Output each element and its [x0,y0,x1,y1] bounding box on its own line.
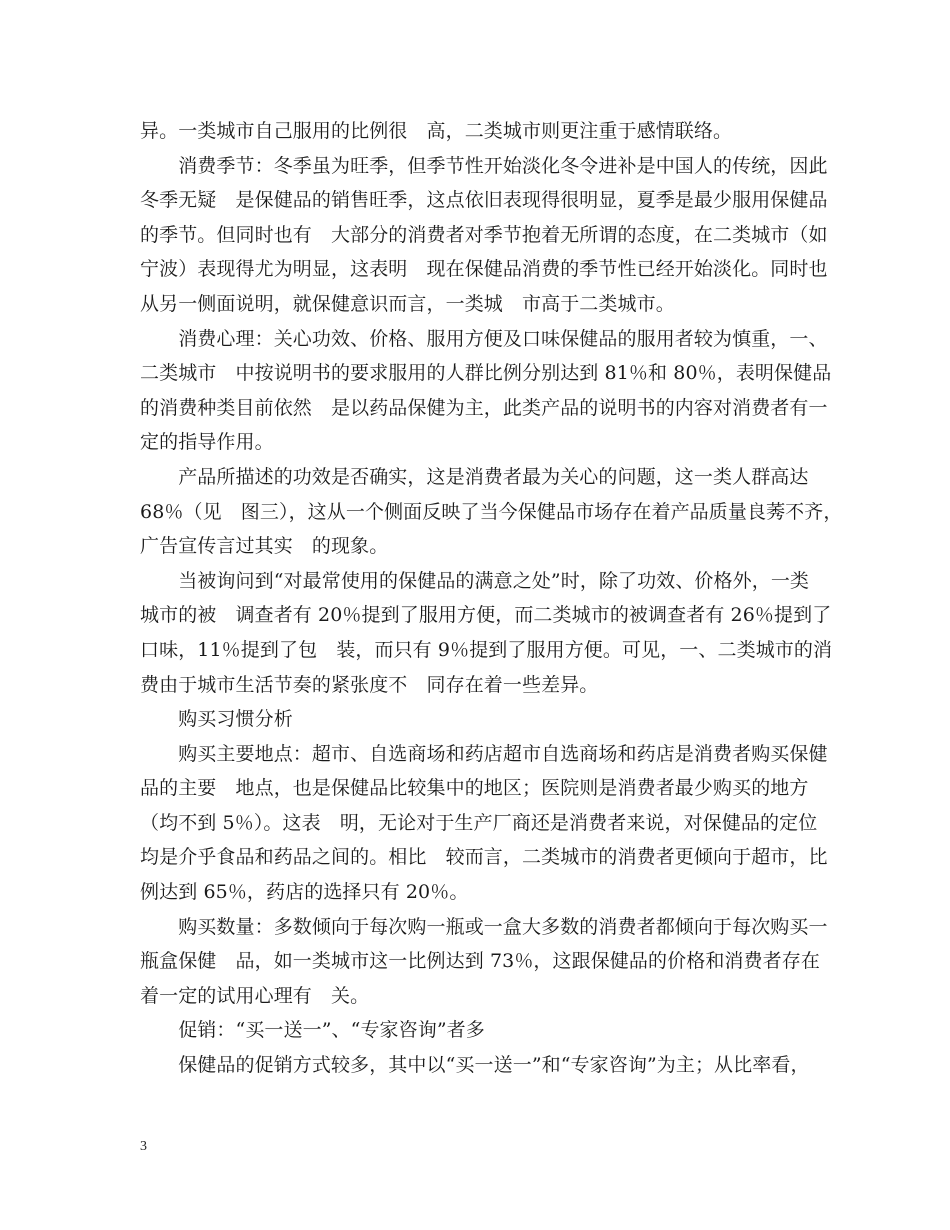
text-line: 异。一类城市自己服用的比例很 高，二类城市则更注重于感情联络。 [140,120,733,142]
text-line: 从另一侧面说明，就保健意识而言，一类城 市高于二类城市。 [140,292,675,315]
text-line: 消费季节：冬季虽为旺季，但季节性开始淡化冬令进补是中国人的传统，因此 [140,154,828,177]
text-line: 城市的被 调查者有 20％提到了服用方便，而二类城市的被调查者有 26％提到了 [140,604,832,627]
text-line: 品的主要 地点，也是保健品比较集中的地区；医院则是消费者最少购买的地方 [140,777,809,800]
text-line: 产品所描述的功效是否确实，这是消费者最为关心的问题，这一类人群高达 [140,465,809,488]
text-line: 的季节。但同时也有 大部分的消费者对季节抱着无所谓的态度，在二类城市（如 [140,223,828,246]
text-line: 着一定的试用心理有 关。 [140,984,370,1007]
text-line: 费由于城市生活节奏的紧张度不 同存在着一些差异。 [140,673,599,696]
text-line: 二类城市 中按说明书的要求服用的人群比例分别达到 81％和 80％，表明保健品 [140,362,832,385]
section-heading: 购买习惯分析 [140,708,293,731]
text-line: 购买主要地点：超市、自选商场和药店超市自选商场和药店是消费者购买保健 [140,742,828,765]
text-line: 购买数量：多数倾向于每次购一瓶或一盒大多数的消费者都倾向于每次购买一 [140,915,828,938]
text-line: 消费心理：关心功效、价格、服用方便及口味保健品的服用者较为慎重，一、 [140,327,828,350]
text-line: 瓶盒保健 品，如一类城市这一比例达到 73％，这跟保健品的价格和消费者存在 [140,950,820,973]
text-line: 宁波）表现得尤为明显，这表明 现在保健品消费的季节性已经开始淡化。同时也 [140,258,828,281]
text-line: 定的指导作用。 [140,431,274,454]
body-text [140,114,843,1083]
page-number: 3 [140,1139,147,1154]
text-line: 68％（见 图三），这从一个侧面反映了当今保健品市场存在着产品质量良莠不齐， [140,500,843,523]
text-line: 的消费种类目前依然 是以药品保健为主，此类产品的说明书的内容对消费者有一 [140,396,828,419]
text-line: 广告宣传言过其实 的现象。 [140,535,389,558]
text-line: 口味，11％提到了包 装，而只有 9％提到了服用方便。可见，一、二类城市的消 [140,638,833,661]
text-line: （均不到 5％）。这表 明，无论对于生产厂商还是消费者来说，对保健品的定位 [140,811,818,834]
text-line: 当被询问到“对最常使用的保健品的满意之处”时，除了功效、价格外，一类 [140,569,810,592]
text-line: 例达到 65％，药店的选择只有 20％。 [140,881,469,904]
text-line: 冬季无疑 是保健品的销售旺季，这点依旧表现得很明显，夏季是最少服用保健品 [140,189,828,212]
section-heading: 促销：“买一送一”、“专家咨询”者多 [140,1019,485,1042]
text-line: 均是介乎食品和药品之间的。相比 较而言，二类城市的消费者更倾向于超市，比 [140,846,828,869]
text-line: 保健品的促销方式较多，其中以“买一送一”和“专家咨询”为主；从比率看， [140,1054,810,1077]
